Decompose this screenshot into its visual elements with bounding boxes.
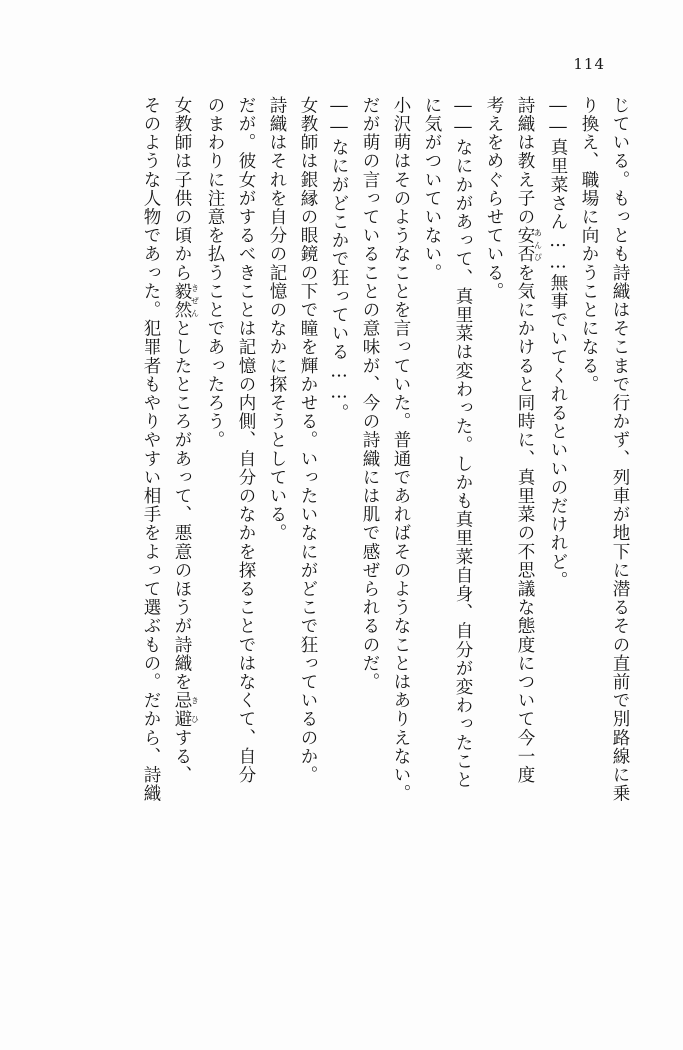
text-column: り換え、職場に向かうことになる。 [579, 96, 599, 394]
text-column: 詩織はそれを自分の記憶のなかに探そうとしている。 [267, 96, 287, 543]
text-column: ――なにがどこかで狂っている……。 [329, 96, 349, 423]
text-column: だが萌の言っていることの意味が、今の詩織には肌で感ぜられるのだ。 [360, 96, 380, 692]
page-number: 114 [573, 55, 605, 73]
text-column: 考えをめぐらせている。 [484, 96, 504, 301]
text-column: に気がついていない。 [422, 96, 442, 282]
text-column: 小沢萌はそのようなことを言っていた。普通であればそのようなことはありえない。 [391, 96, 411, 803]
text-column: のまわりに注意を払うことであったろう。 [205, 96, 225, 450]
text-column: ――真里菜さん……無事でいてくれるといいのだけれど。 [548, 96, 568, 590]
text-column: 詩織は教え子の安否あんぴを気にかけると同時に、真里菜の不思議な態度について今一度 [515, 96, 543, 785]
text-column: だが。彼女がするべきことは記憶の内側、自分のなかを探ることではなくて、自分 [236, 96, 256, 785]
text-column: そのような人物であった。犯罪者もやりやすい相手をよって選ぶもの。だから、詩織 [141, 96, 161, 803]
text-column: ――なにかがあって、真里菜は変わった。しかも真里菜自身、自分が変わったこと [453, 96, 473, 790]
text-column: 女教師は銀縁の眼鏡の下で瞳を輝かせる。いったいなにがどこで狂っているのか。 [298, 96, 318, 785]
text-column: じている。もっとも詩織はそこまで行かず、列車が地下に潜るその直前で別路線に乗 [610, 96, 630, 803]
vertical-text-block [48, 96, 635, 976]
text-column: 女教師は子供の頃から毅然きぜんとしたところがあって、悪意のほうが詩織を忌避きひする、 [172, 96, 200, 785]
